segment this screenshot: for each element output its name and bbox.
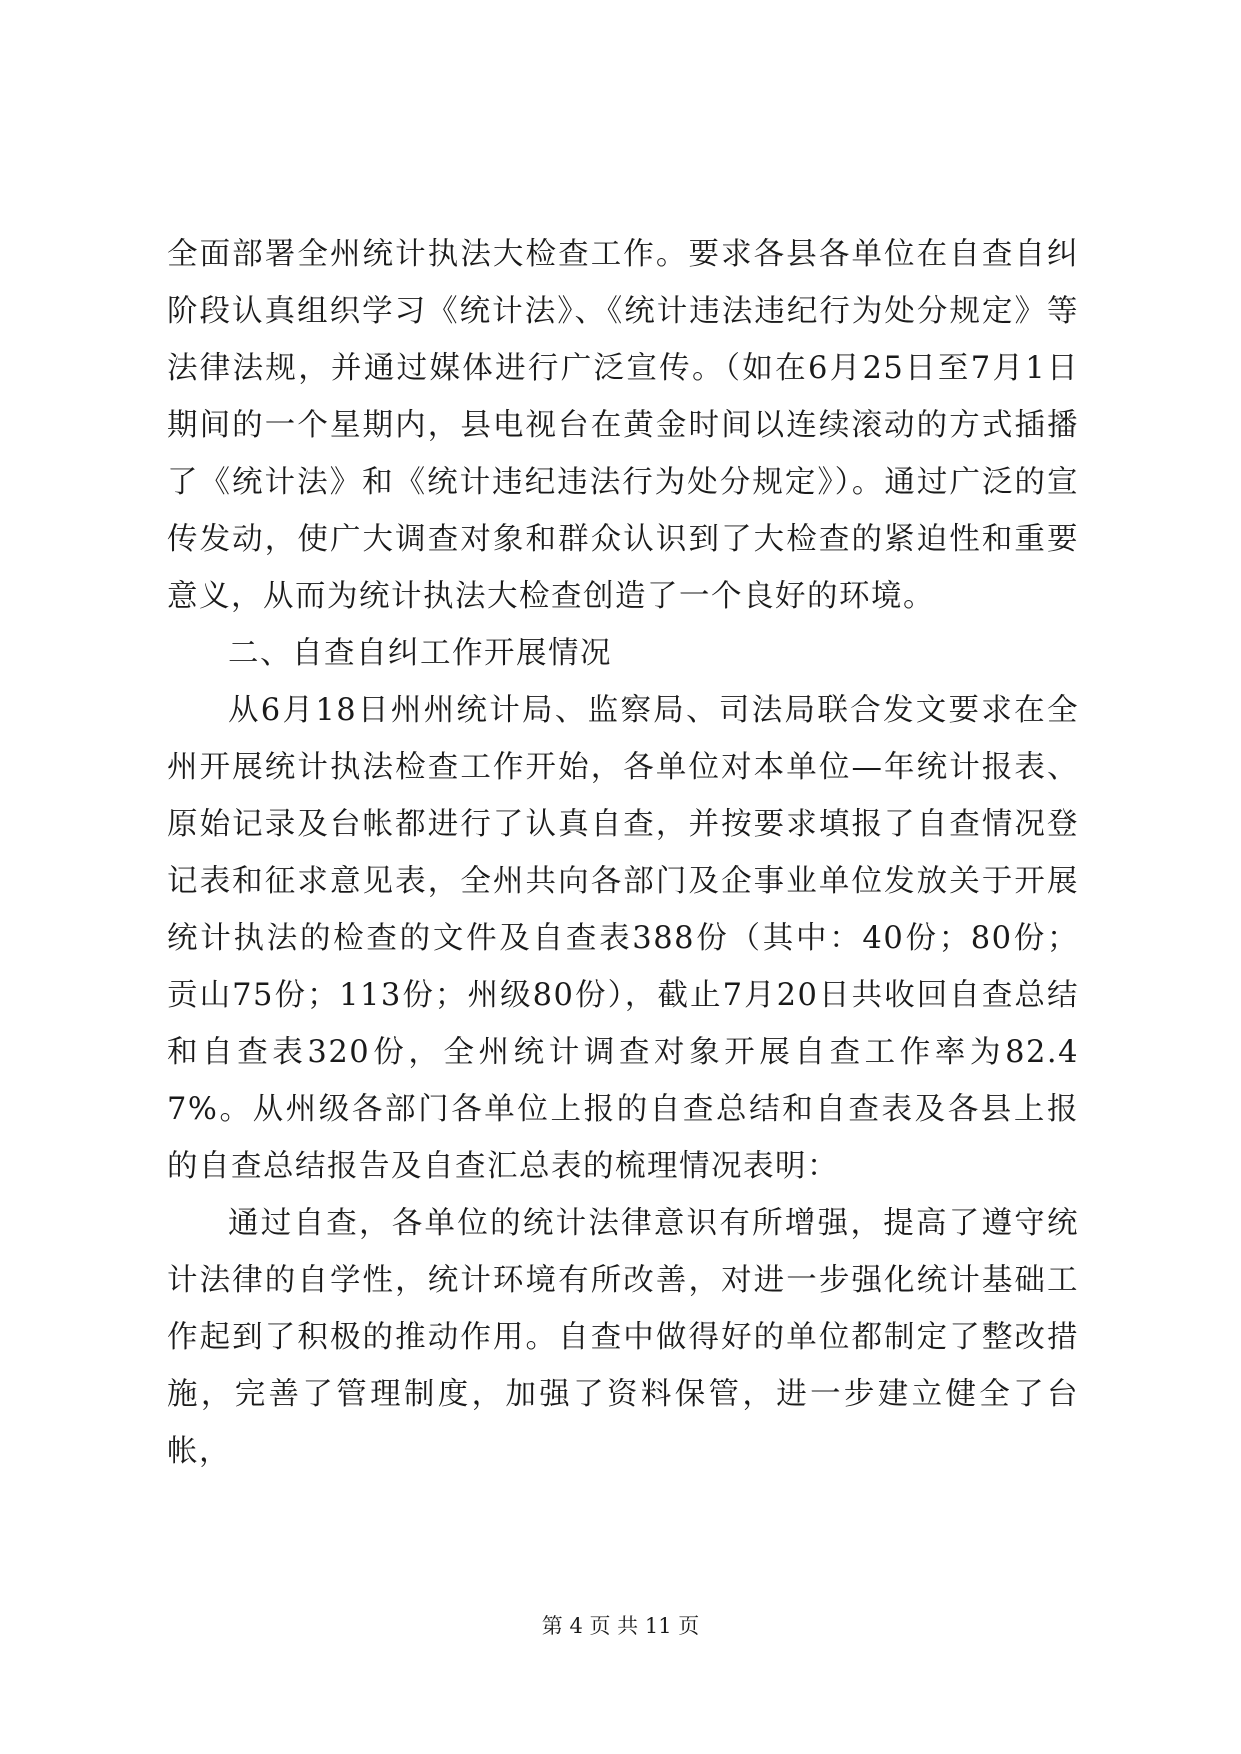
paragraph-self-check: 从6月18日州州统计局、监察局、司法局联合发文要求在全州开展统计执法检查工作开始，各单位对本单位—年统计报表、原始记录及台帐都进行了认真自查，并按要求填报了自查情况登记表和征求意见表，全州共向各部门及企事业单位发放关于开展统计执法的检查的文件及自查表388份（其中：40份；80份；贡山75份；113份；州级80份），截止7月20日共收回自查总结和自查表320份，全州统计调查对象开展自查工作率为82.47%。从州级各部门各单位上报的自查总结和自查表及各县上报的自查总结报告及自查汇总表的梳理情况表明： [167,693,1079,1184]
paragraph-intro: 全面部署全州统计执法大检查工作。要求各县各单位在自查自纠阶段认真组织学习《统计法》、《统计违法违纪行为处分规定》等法律法规，并通过媒体进行广泛宣传。（如在6月25日至7月1日期间的一个星期内，县电视台在黄金时间以连续滚动的方式插播了《统计法》和《统计违纪违法行为处分规定》）。通过广泛的宣传发动，使广大调查对象和群众认识到了大检查的紧迫性和重要意义，从而为统计执法大检查创造了一个良好的环境。 [167,237,1079,614]
section-heading: 二、自查自纠工作开展情况 [228,636,612,671]
paragraph-results: 通过自查，各单位的统计法律意识有所增强，提高了遵守统计法律的自学性，统计环境有所改善，对进一步强化统计基础工作起到了积极的推动作用。自查中做得好的单位都制定了整改措施，完善了管理制度，加强了资料保管，进一步建立健全了台帐， [167,1206,1079,1469]
page-number: 第 4 页 共 11 页 [541,1614,700,1638]
document-body [167,226,1079,1480]
